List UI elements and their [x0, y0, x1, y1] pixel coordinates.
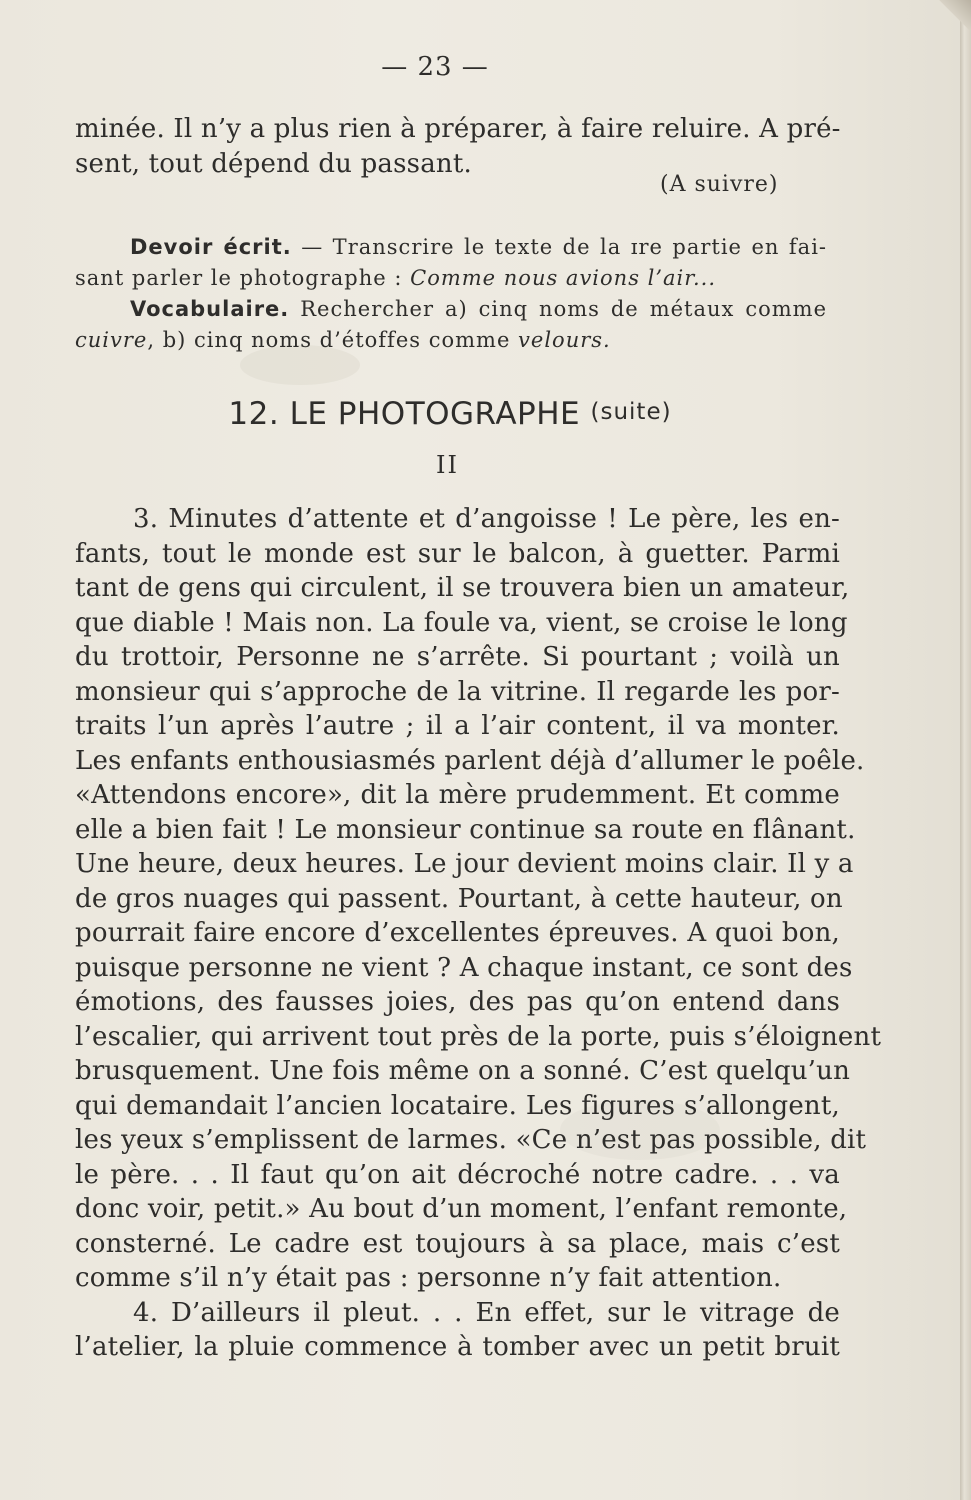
previous-text	[75, 112, 840, 181]
body-line: les yeux s’emplissent de larmes. «Ce n’est pas possible, dit	[75, 1125, 867, 1155]
devoir-text: — Transcrire le texte de la ɪre partie en fai-	[291, 235, 828, 259]
devoir-label: Devoir écrit.	[130, 235, 292, 259]
vocabulaire-example-a: cuivre	[75, 328, 148, 352]
exercises	[75, 232, 827, 356]
devoir-line-2	[75, 263, 827, 294]
body-line: donc voir, petit.» Au bout d’un moment, l’enfant remonte,	[75, 1194, 848, 1224]
page-number: — 23 —	[381, 52, 489, 82]
page-corner	[931, 0, 971, 30]
text-line: minée. Il n’y a plus rien à préparer, à faire reluire. A pré-	[75, 114, 841, 144]
vocabulaire-text-2: , b) cinq noms d’étoffes comme	[147, 328, 519, 352]
devoir-example: Comme nous avions l’air...	[410, 266, 717, 290]
body-line: tant de gens qui circulent, il se trouvera bien un amateur,	[75, 573, 850, 603]
chapter-suite: (suite)	[590, 399, 672, 425]
body-line: qui demandait l’ancien locataire. Les figures s’allongent,	[75, 1090, 840, 1121]
body-text	[75, 502, 882, 1365]
body-line: 3. Minutes d’attente et d’angoisse ! Le père, les en-	[133, 504, 840, 534]
body-line: traits l’un après l’autre ; il a l’air content, il va monter.	[75, 711, 840, 741]
body-line: 4. D’ailleurs il pleut. . . En effet, sur le vitrage de	[133, 1297, 840, 1328]
body-line: consterné. Le cadre est toujours à sa place, mais c’est	[75, 1228, 840, 1259]
body-line: puisque personne ne vient ? A chaque instant, ce sont des	[75, 952, 853, 983]
vocabulaire-line	[75, 294, 827, 325]
to-be-continued: (A suivre)	[660, 172, 779, 197]
chapter-title	[0, 396, 900, 432]
body-line: de gros nuages qui passent. Pourtant, à cette hauteur, on	[75, 883, 843, 914]
body-line: le père. . . Il faut qu’on ait décroché notre cadre. . . va	[75, 1159, 840, 1190]
body-line: fants, tout le monde est sur le balcon, à guetter. Parmi	[75, 538, 840, 569]
body-line: émotions, des fausses joies, des pas qu’on entend dans	[75, 987, 840, 1017]
vocabulaire-line-2	[75, 325, 827, 356]
devoir-line	[75, 232, 827, 263]
body-line: brusquement. Une fois même on a sonné. C’est quelqu’un	[75, 1056, 851, 1086]
body-line: l’escalier, qui arrivent tout près de la porte, puis s’éloignent	[75, 1021, 882, 1052]
body-line: elle a bien fait ! Le monsieur continue sa route en flânant.	[75, 814, 856, 845]
body-line: l’atelier, la pluie commence à tomber avec un petit bruit	[75, 1332, 840, 1362]
body-line: pourrait faire encore d’excellentes épreuves. A quoi bon,	[75, 918, 840, 948]
text-line: sent, tout dépend du passant.	[75, 148, 472, 179]
chapter-part: II	[436, 451, 459, 479]
body-line: du trottoir, Personne ne s’arrête. Si pourtant ; voilà un	[75, 642, 840, 672]
body-line: comme s’il n’y était pas : personne n’y fait attention.	[75, 1263, 782, 1293]
chapter-title-text: 12. LE PHOTOGRAPHE	[228, 396, 581, 432]
vocabulaire-text: Rechercher a) cinq noms de métaux comme	[289, 297, 827, 321]
body-line: Une heure, deux heures. Le jour devient moins clair. Il y a	[75, 849, 854, 879]
body-line: que diable ! Mais non. La foule va, vient, se croise le long	[75, 607, 848, 638]
body-line: «Attendons encore», dit la mère prudemment. Et comme	[75, 780, 840, 810]
vocabulaire-label: Vocabulaire.	[130, 297, 290, 321]
devoir-text-2: sant parler le photographe :	[75, 266, 411, 290]
body-line: Les enfants enthousiasmés parlent déjà d’allumer le poêle.	[75, 745, 865, 776]
body-line: monsieur qui s’approche de la vitrine. Il regarde les por-	[75, 676, 840, 707]
page-edge	[960, 0, 971, 1500]
vocabulaire-example-b: velours.	[518, 328, 611, 352]
